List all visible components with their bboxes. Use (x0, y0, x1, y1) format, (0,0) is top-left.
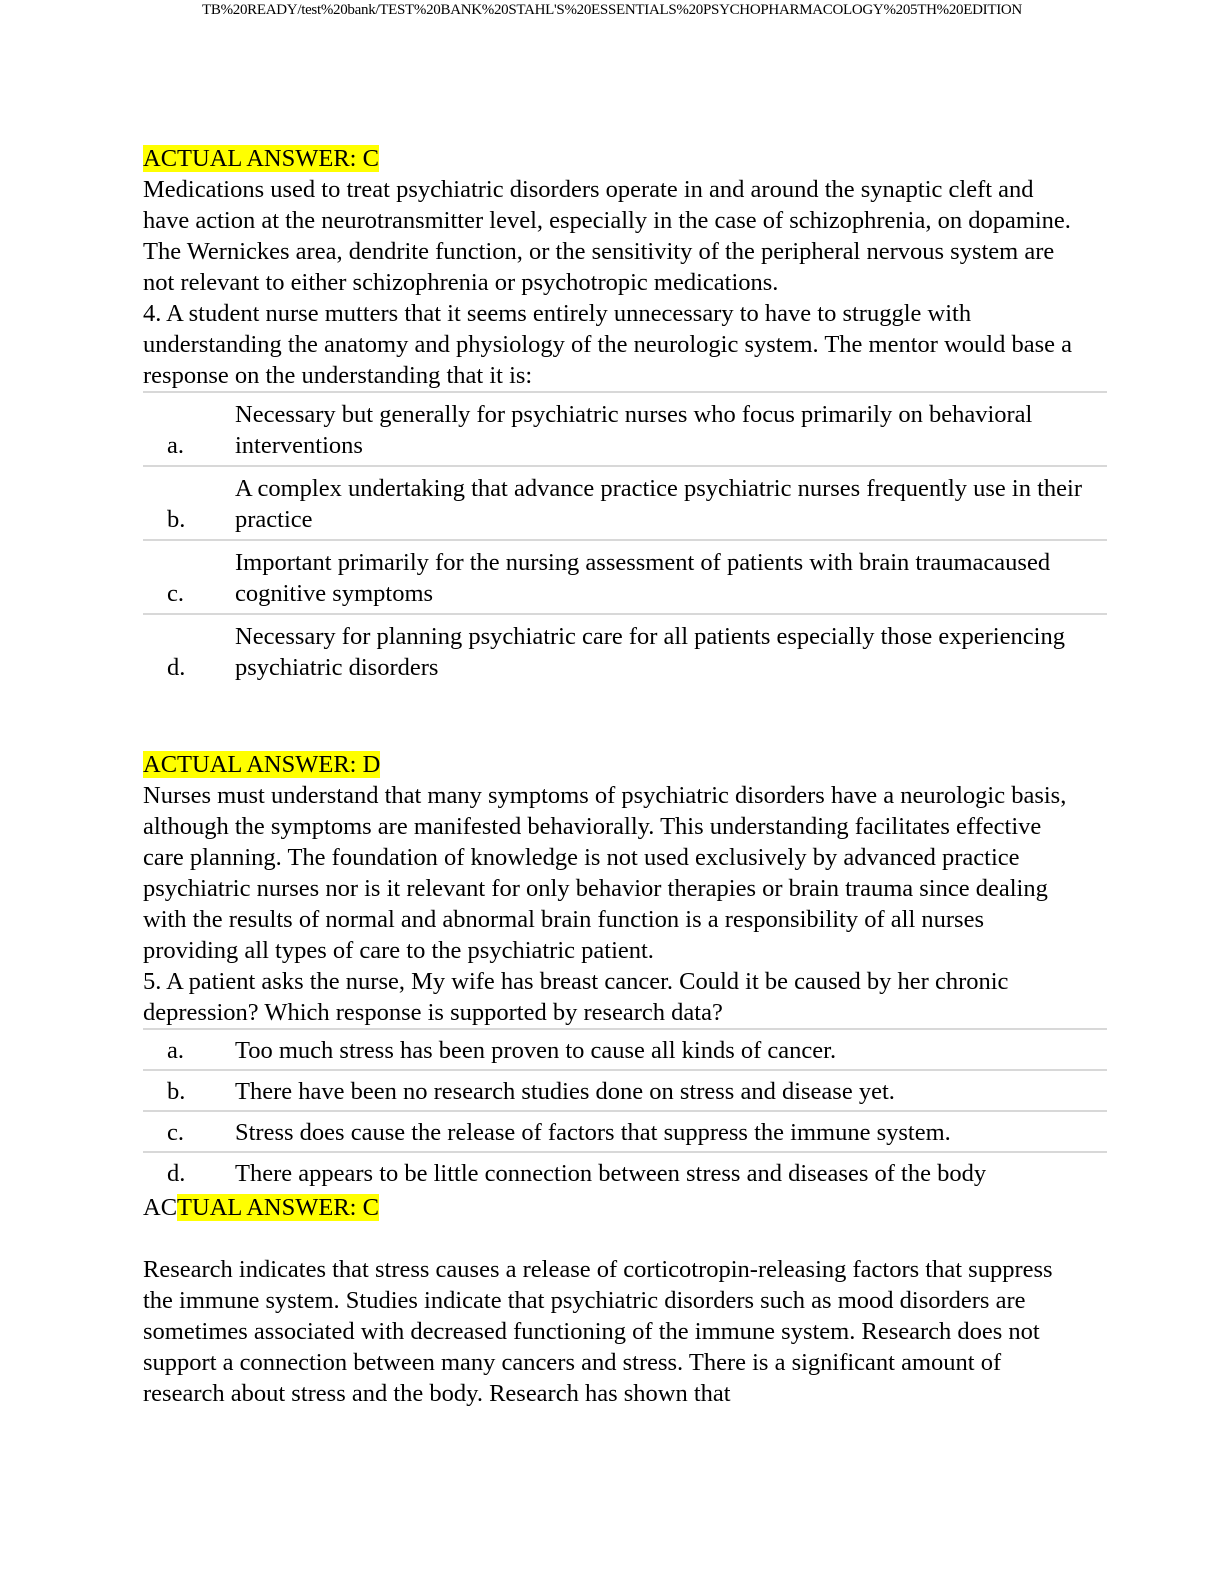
answer-key-q5 (143, 1192, 1083, 1223)
question-5-options (143, 1028, 1107, 1192)
option-text: Stress does cause the release of factors that suppress the immune system. (235, 1111, 1107, 1152)
option-row (143, 540, 1107, 614)
option-row (143, 1029, 1107, 1070)
option-letter: c. (143, 540, 235, 614)
option-row (143, 466, 1107, 540)
option-text: There appears to be little connection between stress and diseases of the body (235, 1152, 1107, 1192)
rationale-q5: Research indicates that stress causes a release of corticotropin-releasing factors that suppress the immune system. Studies indicate that psychiatric disorders such as mood disorders are sometimes associated with decreased functioning of the immune system. Research does not support a connection between many cancers and stress. There is a significant amount of research about stress and the body. Research has shown that (143, 1256, 1053, 1407)
option-text: Necessary but generally for psychiatric nurses who focus primarily on behavioral interventions (235, 392, 1107, 466)
option-letter: a. (143, 392, 235, 466)
spacer (143, 687, 1083, 749)
option-letter: a. (143, 1029, 235, 1070)
option-row (143, 1070, 1107, 1111)
option-row (143, 1111, 1107, 1152)
question-4-stem: 4. A student nurse mutters that it seems entirely unnecessary to have to struggle with understanding the anatomy and physiology of the neurologic system. The mentor would base a response on the understanding that it is: (143, 300, 1072, 389)
option-letter: d. (143, 614, 235, 687)
answer-prefix: AC (143, 1194, 178, 1221)
option-row (143, 392, 1107, 466)
option-text: A complex undertaking that advance practice psychiatric nurses frequently use in their practice (235, 466, 1107, 540)
option-row (143, 614, 1107, 687)
option-letter: d. (143, 1152, 235, 1192)
option-letter: b. (143, 466, 235, 540)
rationale-q4: Nurses must understand that many symptoms of psychiatric disorders have a neurologic basis, although the symptoms are manifested behaviorally. This understanding facilitates effective care planning. The foundation of knowledge is not used exclusively by advanced practice psychiatric nurses nor is it relevant for only behavior therapies or brain trauma since dealing with the results of normal and abnormal brain function is a responsibility of all nurses providing all types of care to the psychiatric patient. (143, 782, 1067, 964)
answer-highlight: ACTUAL ANSWER: D (143, 751, 381, 778)
answer-highlight: ACTUAL ANSWER: C (143, 145, 379, 172)
question-5-stem: 5. A patient asks the nurse, My wife has breast cancer. Could it be caused by her chronic depression? Which response is supported by research data? (143, 968, 1009, 1026)
option-letter: b. (143, 1070, 235, 1111)
option-text: Too much stress has been proven to cause all kinds of cancer. (235, 1029, 1107, 1070)
option-text: Important primarily for the nursing assessment of patients with brain traumacaused cognitive symptoms (235, 540, 1107, 614)
spacer (143, 1223, 1083, 1254)
page-content (143, 143, 1083, 1409)
option-row (143, 1152, 1107, 1192)
answer-highlight: TUAL ANSWER: C (177, 1194, 379, 1221)
question-4-options (143, 391, 1107, 687)
option-letter: c. (143, 1111, 235, 1152)
option-text: There have been no research studies done on stress and disease yet. (235, 1070, 1107, 1111)
answer-key-q4 (143, 749, 1083, 780)
option-text: Necessary for planning psychiatric care for all patients especially those experiencing psychiatric disorders (235, 614, 1107, 687)
rationale-q3: Medications used to treat psychiatric disorders operate in and around the synaptic cleft and have action at the neurotransmitter level, especially in the case of schizophrenia, on dopamine. The Wernickes area, dendrite function, or the sensitivity of the peripheral nervous system are not relevant to either schizophrenia or psychotropic medications. (143, 176, 1071, 296)
document-source-path: TB%20READY/test%20bank/TEST%20BANK%20STAHL'S%20ESSENTIALS%20PSYCHOPHARMACOLOGY%205TH%20EDITION (202, 2, 1022, 18)
answer-key-q3 (143, 143, 1083, 174)
